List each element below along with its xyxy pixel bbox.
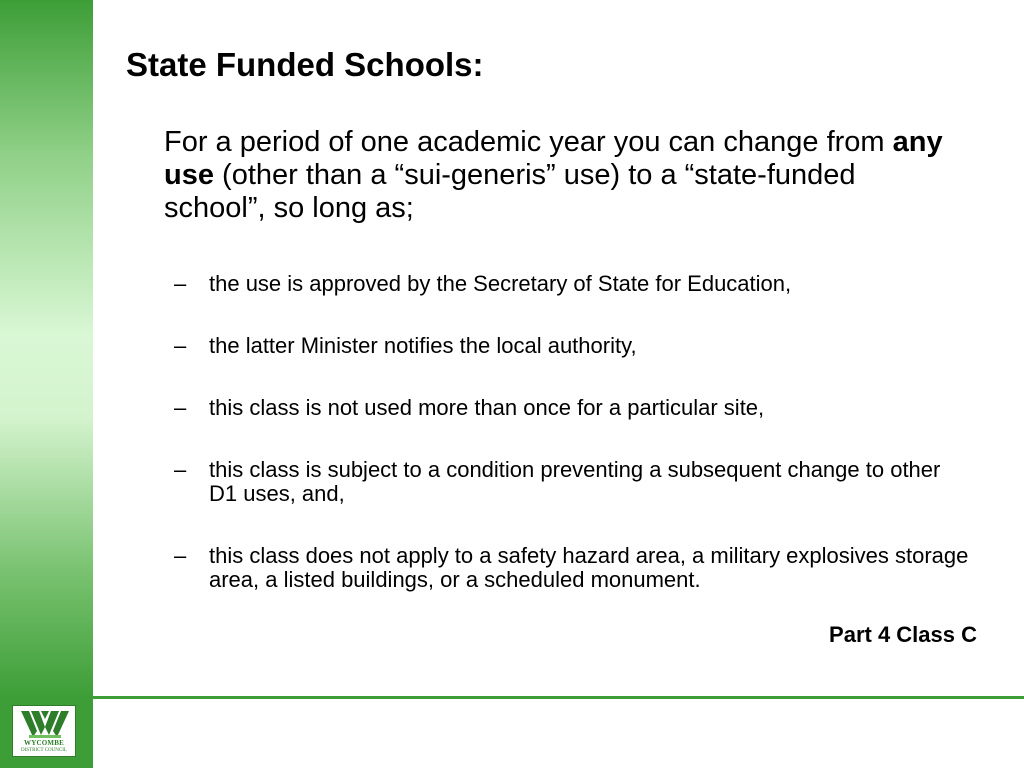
logo-subtitle: DISTRICT COUNCIL: [21, 748, 67, 753]
list-item: [174, 272, 974, 296]
intro-paragraph: [164, 126, 964, 225]
list-item-text: this class does not apply to a safety hazard area, a military explosives storage area, a listed buildings, or a scheduled monument.: [209, 543, 969, 592]
intro-text-after: (other than a “sui-generis” use) to a “state-funded school”, so long as;: [164, 159, 856, 224]
bullet-dash: –: [174, 395, 187, 420]
list-item: [174, 334, 974, 358]
list-item-text: this class is subject to a condition preventing a subsequent change to other D1 uses, and,: [209, 457, 941, 506]
logo-name: WYCOMBE: [24, 739, 64, 747]
bullet-dash: –: [174, 271, 187, 296]
list-item: [174, 458, 974, 506]
side-gradient-bar: [0, 0, 93, 697]
wycombe-logo: [12, 705, 76, 757]
intro-text-before: For a period of one academic year you can change from: [164, 126, 893, 158]
bullet-dash: –: [174, 457, 187, 482]
list-item: [174, 396, 974, 420]
logo-emblem-icon: [19, 709, 71, 739]
list-item-text: this class is not used more than once for a particular site,: [209, 395, 765, 420]
bullet-dash: –: [174, 543, 187, 568]
list-item: [174, 544, 974, 592]
condition-list: [174, 272, 974, 592]
bullet-dash: –: [174, 333, 187, 358]
legislation-reference: Part 4 Class C: [829, 622, 977, 647]
intro-emphasis: any use: [164, 126, 943, 191]
list-item-text: the latter Minister notifies the local authority,: [209, 333, 637, 358]
slide-title: State Funded Schools:: [126, 46, 484, 83]
footer-divider: [0, 696, 1024, 699]
list-item-text: the use is approved by the Secretary of State for Education,: [209, 271, 792, 296]
